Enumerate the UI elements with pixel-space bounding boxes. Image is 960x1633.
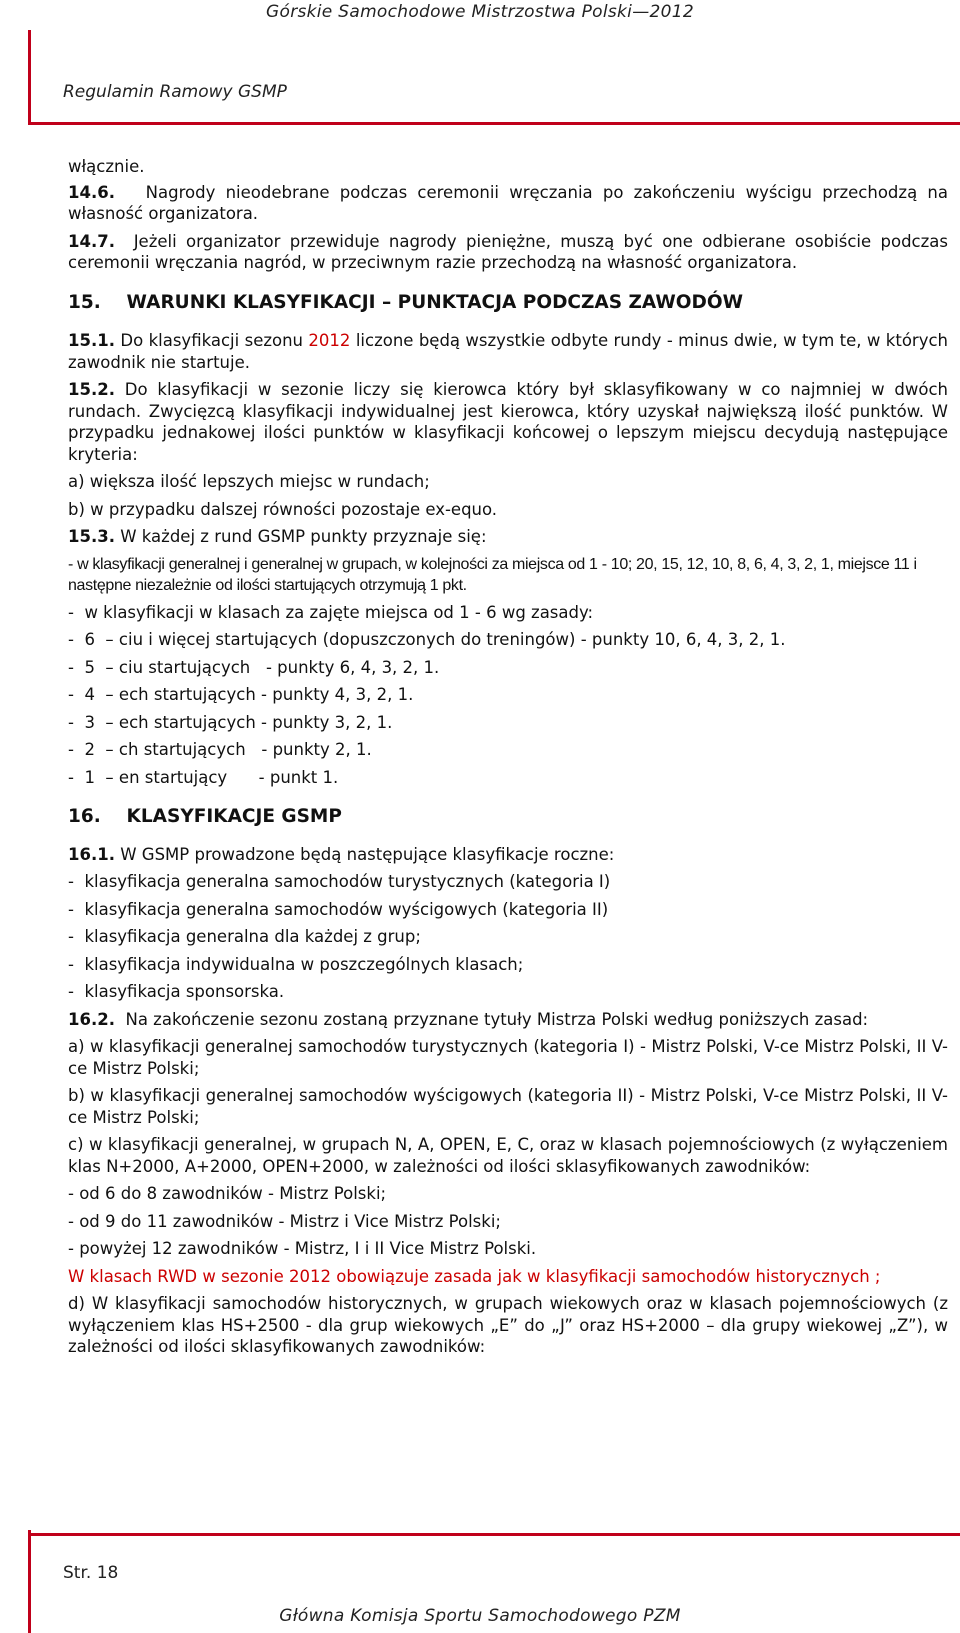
paragraph-number: 16.1.	[68, 844, 115, 864]
titles-b: b) w klasyfikacji generalnej samochodów wyścigowych (kategoria II) - Mistrz Polski, V-ce Mistrz Polski, II V-ce Mistrz Polski;	[68, 1086, 948, 1127]
section-number: 15.	[68, 291, 101, 313]
section-title: WARUNKI KLASYFIKACJI – PUNKTACJA PODCZAS ZAWODÓW	[126, 291, 744, 313]
thresholds-list	[68, 1183, 948, 1260]
page-header-subtitle: Regulamin Ramowy GSMP	[63, 82, 287, 102]
list-item: - klasyfikacja sponsorska.	[68, 982, 285, 1001]
titles-d: d) W klasyfikacji samochodów historycznych, w grupach wiekowych oraz w klasach pojemnościowych (z wyłączeniem klas HS+2500 - dla grup wiekowych „E” do „J” oraz HS+2000 – dla grupy wiekowej „Z”), w zależności od ilości sklasyfikowanych zawodników:	[68, 1294, 948, 1356]
paragraph-text: W GSMP prowadzone będą następujące klasyfikacje roczne:	[120, 844, 615, 864]
header-rule-vertical	[28, 30, 31, 125]
section-number: 16.	[68, 806, 101, 827]
paragraph-14-7	[68, 231, 948, 274]
list-item: - klasyfikacja indywidualna w poszczególnych klasach;	[68, 954, 524, 974]
paragraph-text: Nagrody nieodebrane podczas ceremonii wręczania po zakończeniu wyścigu przechodzą na własność organizatora.	[68, 182, 948, 223]
paragraph-number: 16.2.	[68, 1009, 115, 1029]
paragraph-number: 15.2.	[68, 380, 115, 399]
list-item: - klasyfikacja generalna samochodów turystycznych (kategoria I)	[68, 872, 611, 891]
page-header-title: Górskie Samochodowe Mistrzostwa Polski—2012	[266, 2, 694, 22]
paragraph-continued: włącznie.	[68, 157, 145, 176]
points-general-rule: - w klasyfikacji generalnej i generalnej w grupach, w kolejności za miejsca od 1 - 10; 20, 15, 12, 10, 8, 6, 4, 3, 2, 1, miejsce 11 i następne niezależnie od ilości startujących otrzymują 1 pkt.	[68, 555, 917, 594]
section-15-heading	[68, 292, 948, 314]
list-item: - 4 – ech startujących - punkty 4, 3, 2, 1.	[68, 685, 414, 704]
list-item: - 6 – ciu i więcej startujących (dopuszczonych do treningów) - punkty 10, 6, 4, 3, 2, 1.	[68, 630, 786, 649]
list-item: - od 9 do 11 zawodników - Mistrz i Vice Mistrz Polski;	[68, 1211, 501, 1231]
header-rule-horizontal	[28, 122, 960, 125]
classifications-list	[68, 871, 948, 1003]
paragraph-number: 14.6.	[68, 182, 115, 202]
paragraph-14-6	[68, 182, 948, 225]
page-number: Str. 18	[63, 1563, 119, 1583]
paragraph-16-1	[68, 844, 948, 866]
list-item: - 1 – en startujący - punkt 1.	[68, 767, 339, 787]
list-item: - w klasyfikacji w klasach za zajęte miejsca od 1 - 6 wg zasady:	[68, 602, 594, 622]
rwd-note: W klasach RWD w sezonie 2012 obowiązuje zasada jak w klasyfikacji samochodów historycznych ;	[68, 1266, 881, 1286]
criterion-b: b) w przypadku dalszej równości pozostaje ex-equo.	[68, 499, 498, 519]
paragraph-text: Jeżeli organizator przewiduje nagrody pieniężne, muszą być one odbierane osobiście podczas ceremonii wręczania nagród, w przeciwnym razie przechodzą na własność organizatora.	[68, 231, 948, 272]
paragraph-number: 14.7.	[68, 231, 115, 251]
footer-rule-horizontal	[28, 1533, 960, 1536]
points-classes-list	[68, 602, 948, 789]
paragraph-number: 15.3.	[68, 527, 115, 546]
paragraph-text: Do klasyfikacji w sezonie liczy się kierowca który był sklasyfikowany w co najmniej w dwóch rundach. Zwycięzcą klasyfikacji indywidualnej jest kierowca, który uzyskał największą ilość punktów. W przypadku jednakowej ilości punktów w klasyfikacji końcowej o lepszym miejscu decydują następujące kryteria:	[68, 380, 948, 464]
paragraph-text: W każdej z rund GSMP punkty przyznaje się:	[120, 527, 487, 546]
list-item: - klasyfikacja generalna samochodów wyścigowych (kategoria II)	[68, 899, 609, 919]
list-item: - 3 – ech startujących - punkty 3, 2, 1.	[68, 712, 393, 732]
paragraph-text-after: liczone będą wszystkie odbyte rundy - minus dwie, w tym te, w których zawodnik nie startuje.	[68, 331, 949, 372]
titles-c: c) w klasyfikacji generalnej, w grupach N, A, OPEN, E, C, oraz w klasach pojemnościowych (z wyłączeniem klas N+2000, A+2000, OPEN+2000, w zależności od ilości sklasyfikowanych zawodników:	[68, 1135, 948, 1176]
list-item: - 2 – ch startujących - punkty 2, 1.	[68, 740, 372, 759]
list-item: - od 6 do 8 zawodników - Mistrz Polski;	[68, 1184, 387, 1203]
paragraph-text-before: Do klasyfikacji sezonu	[120, 331, 304, 350]
paragraph-text: Na zakończenie sezonu zostaną przyznane tytuły Mistrza Polski według poniższych zasad:	[125, 1009, 869, 1029]
list-item: - 5 – ciu startujących - punkty 6, 4, 3, 2, 1.	[68, 657, 440, 677]
titles-a: a) w klasyfikacji generalnej samochodów turystycznych (kategoria I) - Mistrz Polski, V-ce Mistrz Polski, II V-ce Mistrz Polski;	[68, 1037, 948, 1078]
footer-organization: Główna Komisja Sportu Samochodowego PZM	[279, 1606, 681, 1626]
paragraph-15-1	[68, 330, 948, 373]
paragraph-15-2	[68, 379, 948, 465]
season-year: 2012	[308, 331, 351, 350]
paragraph-number: 15.1.	[68, 331, 115, 350]
criterion-a: a) większa ilość lepszych miejsc w rundach;	[68, 472, 430, 491]
list-item: - powyżej 12 zawodników - Mistrz, I i II Vice Mistrz Polski.	[68, 1239, 537, 1258]
paragraph-16-2	[68, 1009, 948, 1031]
document-body	[68, 156, 948, 1358]
section-title: KLASYFIKACJE GSMP	[126, 806, 342, 827]
section-16-heading	[68, 806, 948, 828]
list-item: - klasyfikacja generalna dla każdej z grup;	[68, 927, 421, 946]
paragraph-15-3	[68, 526, 948, 548]
